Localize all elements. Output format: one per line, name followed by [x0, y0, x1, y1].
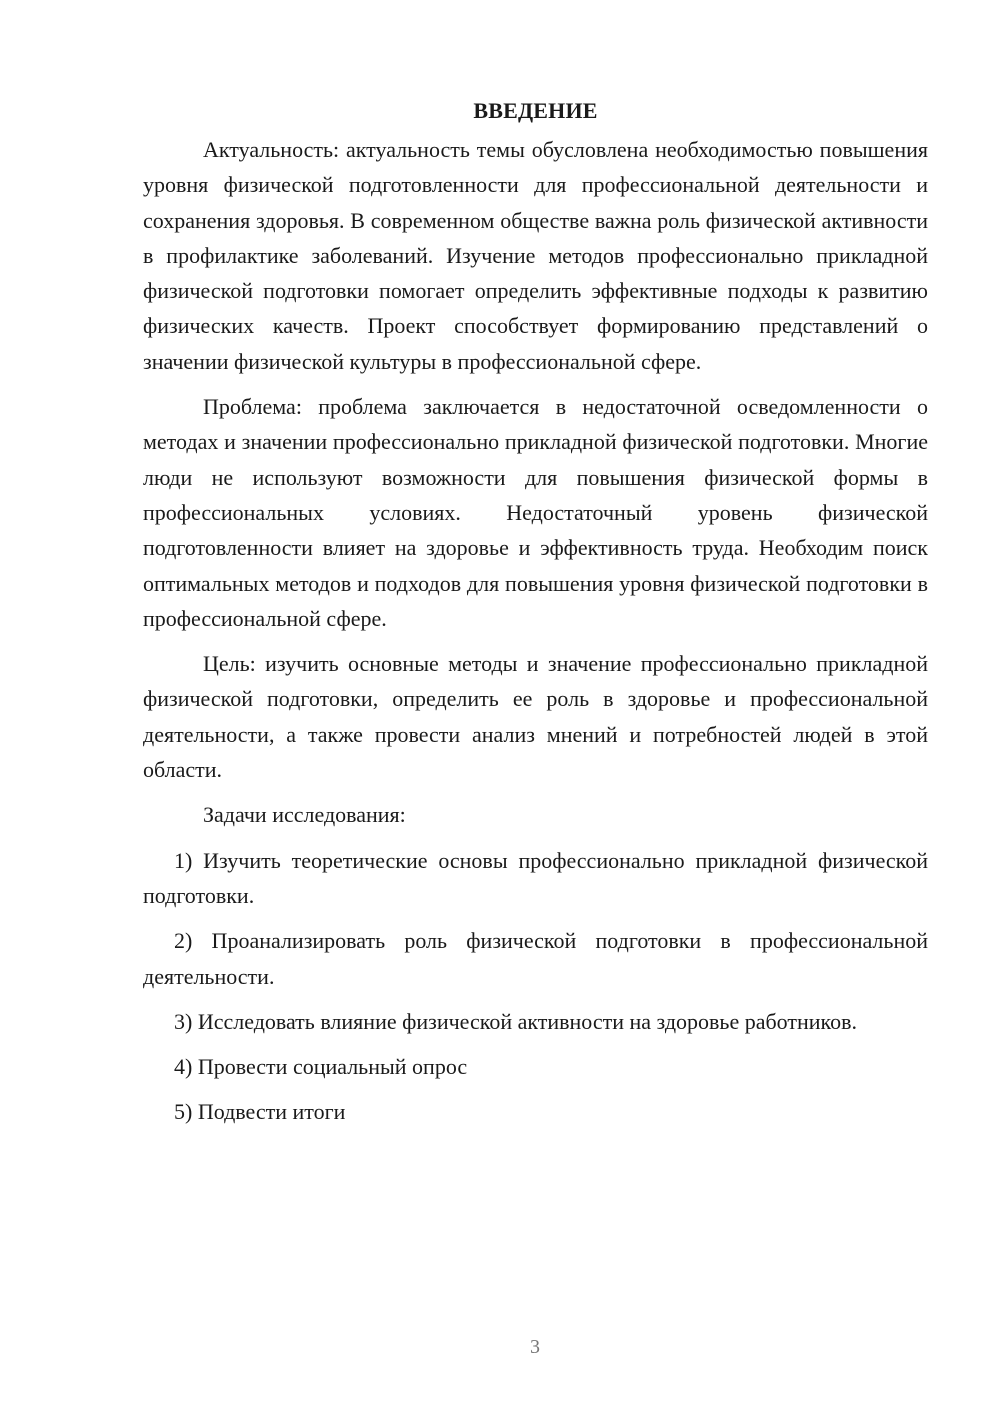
- task-item-1: 1) Изучить теоретические основы профессионально прикладной физической подготовки.: [143, 847, 928, 908]
- paragraph-problem: Проблема: проблема заключается в недостаточной осведомленности о методах и значении профессионально прикладной физической подготовки. Многие люди не используют возможности для повышения физической формы в профессиональных условиях. Недостаточный уровень физической подготовленности влияет на здоровье и эффективность труда. Необходим поиск оптимальных методов и подходов для повышения уровня физической подготовки в профессиональной сфере.: [143, 394, 928, 631]
- paragraph-goal: Цель: изучить основные методы и значение профессионально прикладной физической подготовки, определить ее роль в здоровье и профессиональной деятельности, а также провести анализ мнений и потребностей людей в этой области.: [143, 651, 928, 783]
- task-item-2: 2) Проанализировать роль физической подготовки в профессиональной деятельности.: [143, 928, 928, 989]
- tasks-list: [143, 843, 928, 1130]
- section-title: ВВЕДЕНИЕ: [473, 98, 598, 123]
- paragraph-relevance: Актуальность: актуальность темы обусловлена необходимостью повышения уровня физической подготовленности для профессиональной деятельности и сохранения здоровья. В современном обществе важна роль физической активности в профилактике заболеваний. Изучение методов профессионально прикладной физической подготовки помогает определить эффективные подходы к развитию физических качеств. Проект способствует формированию представлений о значении физической культуры в профессиональной сфере.: [143, 137, 928, 374]
- task-item-4: 4) Провести социальный опрос: [174, 1054, 468, 1080]
- page-content: [143, 93, 928, 1140]
- task-item-5: 5) Подвести итоги: [174, 1099, 346, 1125]
- tasks-heading: Задачи исследования:: [203, 802, 406, 828]
- task-item-3: 3) Исследовать влияние физической активности на здоровье работников.: [174, 1008, 857, 1034]
- page-number: 3: [530, 1336, 540, 1358]
